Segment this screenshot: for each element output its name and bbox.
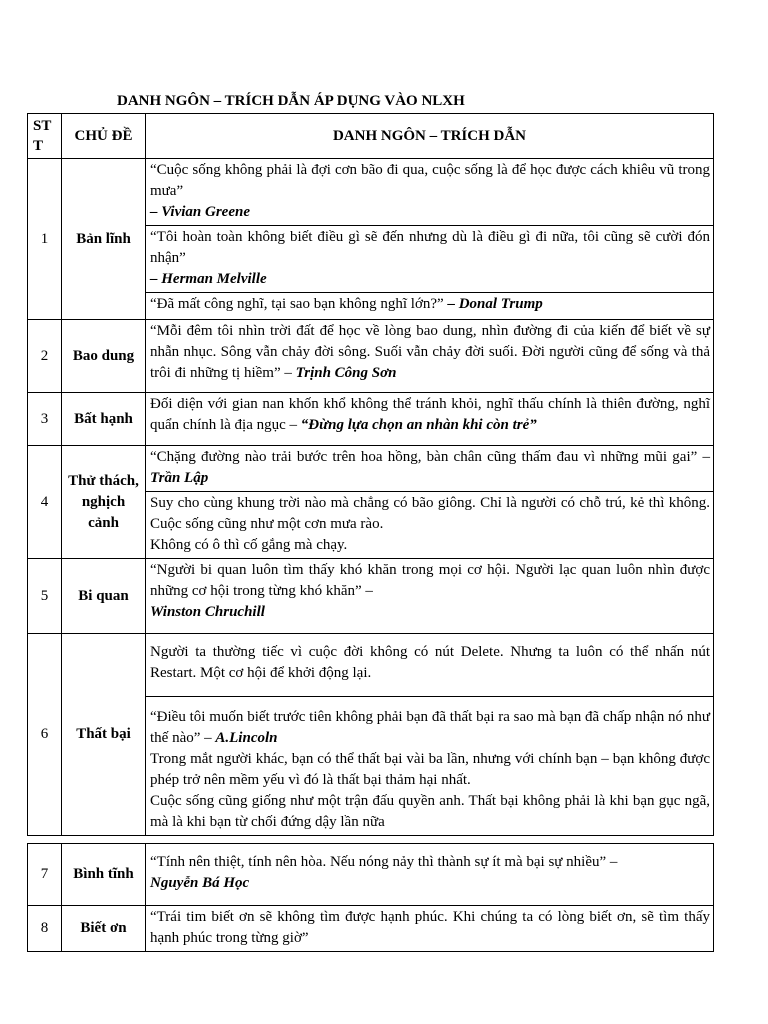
quote-text: “Cuộc sống không phải là đợi cơn bão đi qua, cuộc sống là để học được cách khiêu vũ trong mưa” — [150, 162, 710, 199]
quote-text: Cuộc sống cũng giống như một trận đấu quyền anh. Thất bại không phải là khi bạn gục ngã, mà là khi bạn từ chối đứng dậy lần nữa — [150, 793, 710, 830]
document-title: DANH NGÔN – TRÍCH DẪN ÁP DỤNG VÀO NLXH — [117, 93, 465, 109]
quote-text: “Chặng đường nào trải bước trên hoa hồng, bàn chân cũng thấm đau vì những mũi gai” – — [150, 449, 710, 465]
quote-text: Không có ô thì cố gắng mà chạy. — [150, 537, 348, 553]
row-number: 4 — [28, 446, 62, 559]
row-number: 5 — [28, 559, 62, 634]
quote-text: “Đã mất công nghĩ, tại sao bạn không nghĩ lớn?” — [150, 296, 448, 312]
quote-cell — [146, 844, 714, 906]
quote-text: “Mỗi đêm tôi nhìn trời đất để học về lòng bao dung, nhìn đường đi của kiến để biết về sự nhẫn nhục. Sông vẫn chảy đời sông. Suối vẫn chảy đời suối. Đời người cũng để sống và thả trôi đi những tị hiềm” – — [150, 323, 710, 381]
quote-text: Người ta thường tiếc vì cuộc đời không có nút Delete. Nhưng ta luôn có thể nhấn nút Restart. Một cơ hội để khởi động lại. — [150, 644, 710, 681]
quote-cell — [146, 906, 714, 952]
table-row — [28, 634, 714, 697]
quote-cell — [146, 226, 714, 293]
row-number: 8 — [28, 906, 62, 952]
quote-author: A.Lincoln — [215, 730, 278, 746]
quote-text: Trong mắt người khác, bạn có thể thất bại vài ba lần, nhưng với chính bạn – bạn không được phép trở nên mềm yếu vì đó là thất bại thảm hại nhất. — [150, 751, 710, 788]
quotes-table — [27, 113, 714, 836]
quote-author: Trần Lập — [150, 470, 209, 486]
row-number: 1 — [28, 159, 62, 320]
table-row — [28, 844, 714, 906]
quote-author: Winston Chruchill — [150, 604, 265, 620]
table-row — [28, 906, 714, 952]
quotes-table-continued — [27, 843, 714, 952]
quote-cell — [146, 320, 714, 393]
quote-cell — [146, 559, 714, 634]
quote-author: – Herman Melville — [150, 271, 267, 287]
quote-text: “Người bi quan luôn tìm thấy khó khăn trong mọi cơ hội. Người lạc quan luôn nhìn được những cơ hội trong từng khó khăn” – — [150, 562, 710, 599]
row-number: 7 — [28, 844, 62, 906]
row-topic: Bình tĩnh — [62, 844, 146, 906]
row-number: 2 — [28, 320, 62, 393]
quote-cell — [146, 393, 714, 446]
table-row — [28, 320, 714, 393]
row-number: 6 — [28, 634, 62, 836]
quote-cell — [146, 159, 714, 226]
row-topic: Bất hạnh — [62, 393, 146, 446]
row-topic: Bao dung — [62, 320, 146, 393]
quote-author: – Vivian Greene — [150, 204, 250, 220]
header-topic: CHỦ ĐỀ — [62, 114, 146, 159]
quote-cell — [146, 293, 714, 320]
table-row — [28, 559, 714, 634]
row-topic: Biết ơn — [62, 906, 146, 952]
row-number: 3 — [28, 393, 62, 446]
row-topic: Bi quan — [62, 559, 146, 634]
quote-author: – Donal Trump — [447, 296, 543, 312]
quote-author: Nguyễn Bá Học — [150, 875, 250, 891]
quote-cell — [146, 634, 714, 697]
quote-text: “Trái tim biết ơn sẽ không tìm được hạnh phúc. Khi chúng ta có lòng biết ơn, sẽ tìm thấy hạnh phúc trong từng giờ” — [150, 909, 710, 946]
header-stt: ST T — [28, 114, 62, 159]
quote-cell — [146, 697, 714, 836]
quote-cell — [146, 446, 714, 492]
quote-author: “Đừng lựa chọn an nhàn khi còn trẻ” — [300, 417, 537, 433]
quote-author: Trịnh Công Sơn — [295, 365, 397, 381]
table-row — [28, 159, 714, 226]
row-topic: Bản lĩnh — [62, 159, 146, 320]
header-quotes: DANH NGÔN – TRÍCH DẪN — [146, 114, 714, 159]
quote-text: Suy cho cùng khung trời nào mà chẳng có bão giông. Chỉ là người có chỗ trú, kẻ thì không. Cuộc sống cũng như một cơn mưa rào. — [150, 495, 710, 532]
quote-cell — [146, 492, 714, 559]
row-topic: Thử thách, nghịch cảnh — [62, 446, 146, 559]
quote-text: Đối diện với gian nan khốn khổ không thể tránh khỏi, nghĩ thấu chính là thiên đường, nghĩ quẩn chính là địa ngục – — [150, 396, 710, 433]
row-topic: Thất bại — [62, 634, 146, 836]
header-row — [28, 114, 714, 159]
table-row — [28, 393, 714, 446]
table-row — [28, 446, 714, 492]
quote-text: “Điều tôi muốn biết trước tiên không phải bạn đã thất bại ra sao mà bạn đã chấp nhận nó như thế nào” – — [150, 709, 710, 746]
quote-text: “Tính nên thiệt, tính nên hòa. Nếu nóng nảy thì thành sự ít mà bại sự nhiều” – — [150, 854, 618, 870]
quote-text: “Tôi hoàn toàn không biết điều gì sẽ đến nhưng dù là điều gì đi nữa, tôi cũng sẽ cười đón nhận” — [150, 229, 710, 266]
